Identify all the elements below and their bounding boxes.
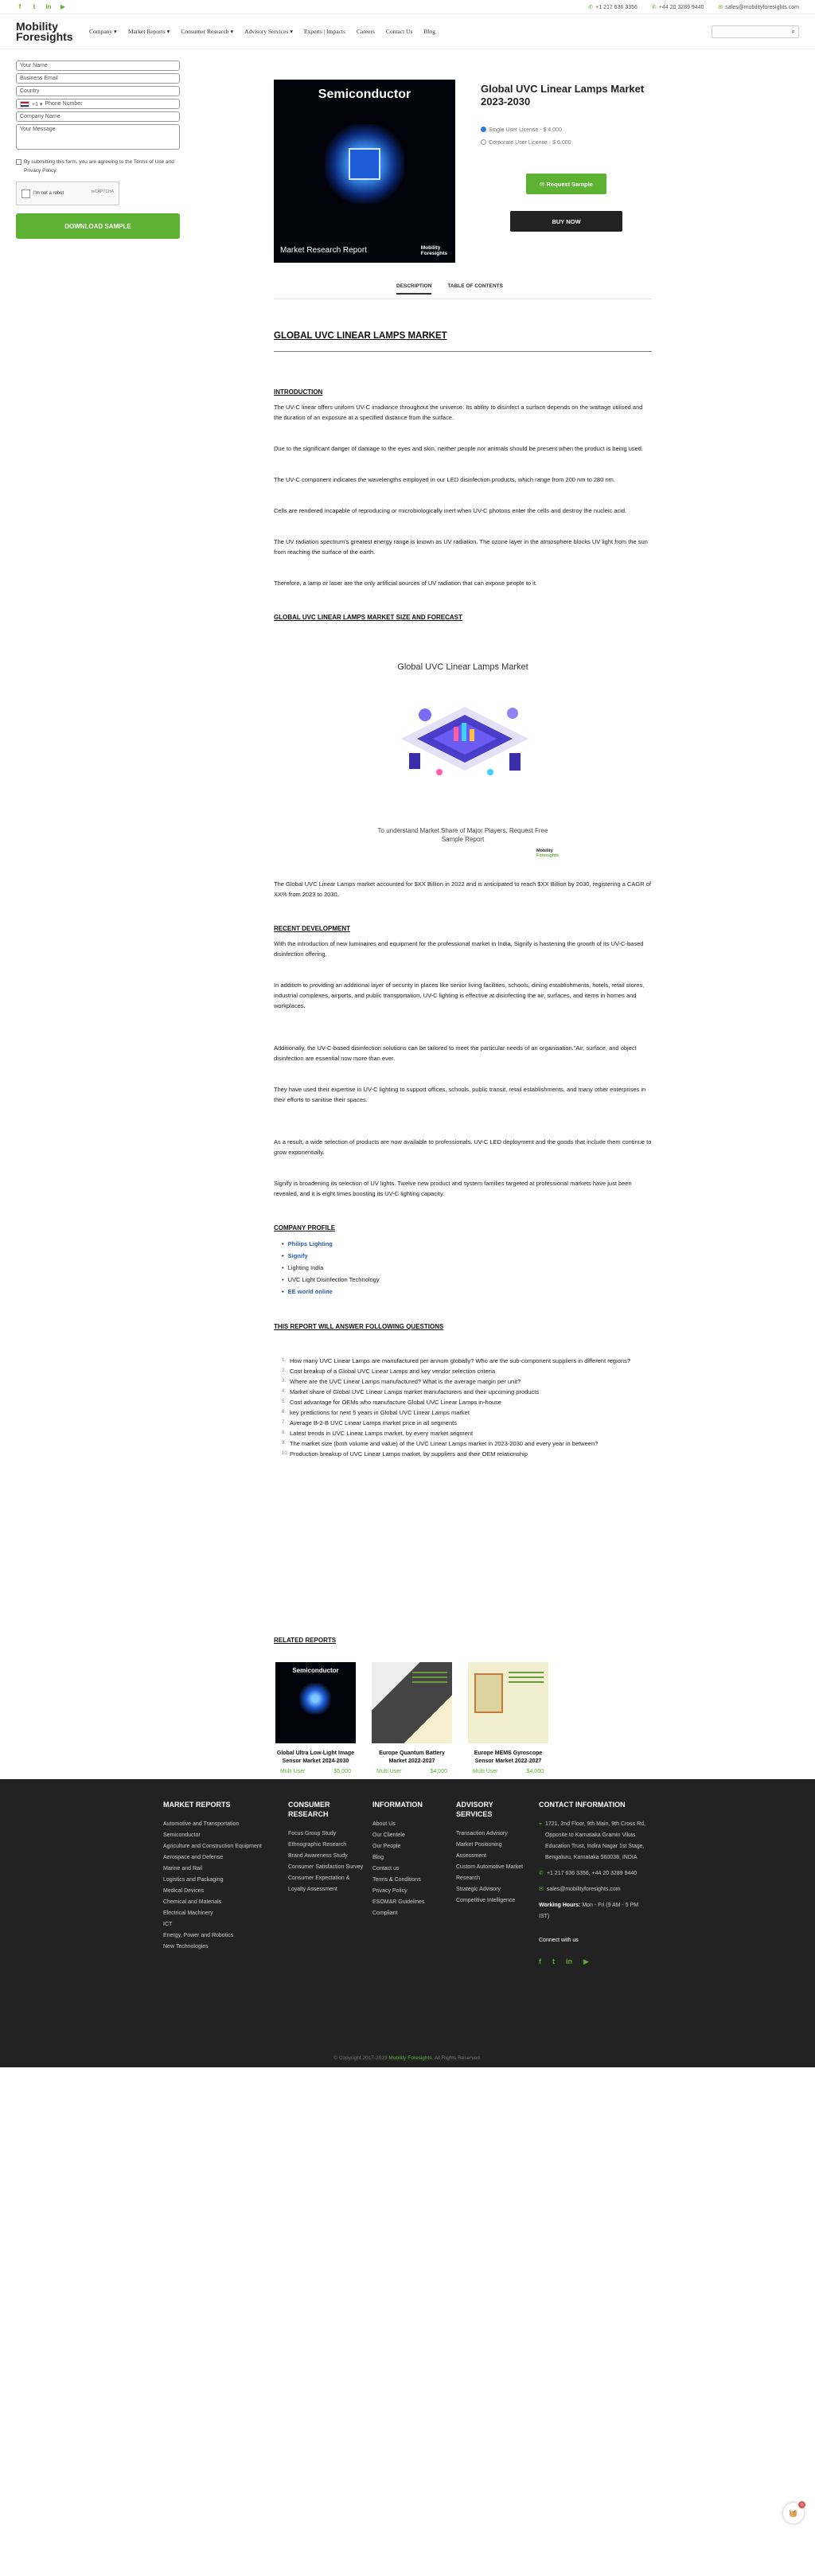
report-description: [274, 331, 652, 1459]
market-infographic: [274, 627, 652, 858]
company-link[interactable]: • Philips Lighting: [282, 1238, 652, 1250]
facebook-icon[interactable]: f: [18, 3, 21, 10]
hours-label: Working Hours:: [539, 1903, 581, 1908]
recaptcha-label: I'm not a robot: [33, 191, 64, 196]
related-report-cover[interactable]: [468, 1662, 548, 1743]
infographic-logo-line1: Mobility: [536, 849, 553, 853]
logo-line1: Mobility: [16, 19, 58, 33]
twitter-icon[interactable]: t: [33, 3, 36, 10]
company-list: [282, 1238, 652, 1298]
list-item: 4. Market share of Global UVC Linear Lamps market manufacturers and their upcoming products: [282, 1388, 540, 1395]
nav-careers[interactable]: Careers: [356, 28, 375, 35]
recaptcha-checkbox[interactable]: [21, 189, 30, 198]
cart-button[interactable]: [783, 2503, 804, 2523]
cover-logo: [421, 245, 447, 256]
email-link[interactable]: [718, 4, 799, 10]
footer-link[interactable]: Energy, Power and Robotics: [163, 1933, 234, 1938]
copyright: [0, 2055, 815, 2061]
license-single-label: Single User License - $ 4,000: [489, 127, 562, 133]
footer-hours: [539, 1900, 650, 1922]
development-paragraph: With the introduction of new luminaires and equipment for the professional market in India, Signify is hastening the growth of its UV-C-based disinfection offering.: [274, 940, 644, 958]
youtube-icon[interactable]: ▶: [60, 3, 66, 10]
report-cover-image: [274, 80, 455, 263]
phone-uk-link[interactable]: [652, 4, 704, 10]
article-title: GLOBAL UVC LINEAR LAMPS MARKET: [274, 331, 652, 352]
copyright-pre: © Copyright 2017-2023: [333, 2055, 388, 2061]
license-corporate-label: Corporate User License - $ 6,000: [489, 140, 571, 146]
footer-link[interactable]: Privacy Policy: [372, 1888, 408, 1894]
list-item: 1. How many UVC Linear Lamps are manufactured per annum globally? Who are the sub-component suppliers in different regions?: [282, 1357, 631, 1364]
nav-advisory-services[interactable]: Advisory Services ▾: [244, 28, 294, 35]
footer-link[interactable]: Consumer Expectation & Loyalty Assessment: [288, 1875, 350, 1892]
intro-paragraph: Therefore, a lamp or laser are the only artificial sources of UV radiation that can expose people to it.: [274, 580, 538, 587]
cover-text-lines: [509, 1672, 544, 1686]
intro-paragraph: The UV-C linear offers uniform UV-C irradiance throughout the universe. Its ability to disinfect a surface depends on the wattage utilised and the duration of an exposure at a specified distance from the surface.: [274, 404, 643, 421]
phone-uk: +44 20 3289 9440: [658, 4, 704, 10]
download-sample-button[interactable]: DOWNLOAD SAMPLE: [16, 213, 180, 239]
nav-company[interactable]: Company ▾: [89, 28, 117, 35]
copyright-brand[interactable]: Mobility Foresights: [388, 2055, 432, 2061]
recaptcha-brand: reCAPTCHA: [91, 189, 114, 194]
nav-contact-us[interactable]: Contact Us: [385, 28, 413, 35]
footer-link[interactable]: Consumer Satisfaction Survey: [288, 1864, 364, 1870]
chip-icon: [349, 148, 380, 180]
footer-link[interactable]: Transaction Advisory: [456, 1831, 508, 1836]
basket-icon: 🧺: [789, 2508, 798, 2517]
footer: [0, 1779, 815, 2067]
list-item: 3. Where are the UVC Linear Lamps manufactured? What is the average margin per unit?: [282, 1378, 521, 1385]
phone-icon: ✆: [651, 4, 657, 10]
phones-text: +1 217 636 3356, +44 20 3289 9440: [546, 1871, 638, 1876]
footer-link[interactable]: Automotive and Transportation: [163, 1821, 240, 1827]
phone-field[interactable]: [16, 99, 180, 109]
linkedin-icon[interactable]: in: [45, 3, 52, 10]
related-license: Multi User: [376, 1769, 402, 1774]
company-link[interactable]: • EE world online: [282, 1286, 652, 1298]
product-title: Global UVC Linear Lamps Market 2023-2030: [481, 83, 645, 107]
related-report-price-row: [275, 1769, 356, 1774]
top-contact: [588, 4, 799, 10]
related-report-card[interactable]: [275, 1662, 356, 1774]
intro-paragraph: Cells are rendered incapable of reproducing or microbiologically inert when UV-C photons enter the cells and destroy the nucleic acid.: [274, 507, 627, 514]
footer-link[interactable]: Semiconductor: [163, 1832, 201, 1838]
footer-link[interactable]: Logistics and Packaging: [163, 1877, 224, 1883]
site-logo[interactable]: [16, 21, 80, 42]
footer-advisory-services: [456, 1800, 528, 1907]
cover-text-lines: [412, 1672, 447, 1686]
footer-consumer-research: [288, 1800, 364, 1895]
footer-information: [372, 1800, 448, 1919]
questions-list: [282, 1356, 652, 1459]
email-field[interactable]: Business Email: [16, 73, 180, 84]
mail-icon: ✉: [539, 1887, 544, 1892]
main-nav: [89, 28, 435, 35]
message-field[interactable]: Your Message: [16, 124, 180, 150]
footer-phones[interactable]: [539, 1868, 650, 1879]
list-item: 6. key predictions for next 5 years in Global UVC Linear Lamps market: [282, 1409, 470, 1416]
infographic-caption: [274, 826, 652, 844]
market-size-text: The Global UVC Linear Lamps market accounted for $XX Billion in 2022 and is anticipated to reach $XX Billion by 2030, registering a CAGR of XX% from 2023 to 2030.: [274, 880, 652, 898]
cover-title: Semiconductor: [318, 88, 411, 101]
phone-us: +1 217 636 3356: [595, 4, 638, 10]
tab-description[interactable]: DESCRIPTION: [396, 283, 431, 295]
company-field[interactable]: Company Name: [16, 111, 180, 122]
tab-table-of-contents[interactable]: TABLE OF CONTENTS: [447, 283, 503, 289]
mail-icon: ✉: [718, 4, 723, 10]
cover-logo-line2: Foresights: [420, 251, 447, 256]
development-paragraph: They have used their expertise in UV-C lighting to support offices, schools, public transit, retail establishments, and many other enterprises in their efforts to sanitise their spaces.: [274, 1086, 646, 1103]
company-item: • Lighting India: [282, 1262, 652, 1274]
country-field[interactable]: Country: [16, 86, 180, 96]
list-item: 9. The market size (both volume and value) of the UVC Linear Lamps market in 2023-2030 and every year in between?: [282, 1440, 599, 1447]
footer-socials: [539, 1957, 650, 1966]
logo-line2: Foresights: [16, 29, 73, 43]
search-input[interactable]: [712, 25, 799, 38]
cover-logo-line1: Mobility: [420, 245, 441, 251]
isometric-illustration: [393, 683, 536, 794]
request-sample-button[interactable]: ✉ Request Sample: [526, 174, 606, 194]
related-report-cover[interactable]: [372, 1662, 452, 1743]
intro-paragraph: The UV radiation spectrum's greatest energy range is known as UV radiation. The ozone layer in the atmosphere blocks UV light from the sun from reaching the surface of the earth.: [274, 538, 648, 556]
related-price: $4,000: [526, 1769, 544, 1774]
list-item: 5. Cost advantage for OEMs who manufacture Global UVC Linear Lamps in-house: [282, 1399, 501, 1406]
footer-link[interactable]: About Us: [372, 1821, 396, 1827]
footer-link[interactable]: Electrical Machinery: [163, 1911, 213, 1916]
list-item: 8. Latest trends in UVC Linear Lamps market, by every market segment: [282, 1430, 474, 1437]
footer-link[interactable]: Contact us: [372, 1866, 400, 1872]
email: sales@mobilityforesights.com: [725, 4, 799, 10]
intro-heading: INTRODUCTION: [274, 388, 323, 396]
location-icon: ⌖: [539, 1821, 542, 1827]
caption-line1: To understand Market Share of Major Players, Request Free: [377, 827, 548, 834]
license-single[interactable]: [481, 124, 571, 137]
phone-icon: ✆: [588, 4, 594, 10]
footer-link[interactable]: New Technologies: [163, 1944, 209, 1950]
related-price: $5,000: [333, 1769, 351, 1774]
search-icon[interactable]: ⌕: [791, 27, 795, 35]
recent-development-heading: RECENT DEVELOPMENT: [274, 925, 351, 932]
footer-heading: ADVISORY SERVICES: [456, 1801, 493, 1818]
nav-consumer-research[interactable]: Consumer Research ▾: [181, 28, 234, 35]
related-report-card[interactable]: [468, 1662, 548, 1774]
address-text: 1721, 2nd Floor, 9th Main, 9th Cross Rd, Opposite to Karnataka Gramin Vikas Education Trust, Indira Nagar 1st Stage, Bengaluru, Karnataka 560038, INDIA: [544, 1821, 646, 1860]
radio-selected[interactable]: [481, 127, 486, 132]
related-report-name[interactable]: Global Ultra Low-Light Image Sensor Market 2024-2030: [276, 1751, 355, 1764]
infographic-title: Global UVC Linear Lamps Market: [397, 662, 528, 672]
content-tabs: [396, 283, 503, 295]
related-price: $4,000: [430, 1769, 447, 1774]
related-report-cover[interactable]: [275, 1662, 356, 1743]
phone-code-select[interactable]: +1 ▾: [32, 101, 43, 107]
phone-icon: ✆: [539, 1871, 544, 1876]
footer-heading: CONSUMER RESEARCH: [288, 1801, 330, 1818]
footer-link[interactable]: Marine and Rail: [163, 1866, 203, 1872]
footer-market-reports: [163, 1800, 267, 1953]
related-report-price-row: [372, 1769, 452, 1774]
related-report-card[interactable]: [372, 1662, 452, 1774]
footer-address: [539, 1819, 650, 1864]
footer-link[interactable]: ICT: [163, 1922, 173, 1927]
related-reports: [275, 1662, 548, 1774]
footer-heading: MARKET REPORTS: [163, 1801, 231, 1809]
cover-subtitle: Market Research Report: [280, 246, 367, 255]
footer-heading: INFORMATION: [372, 1801, 423, 1809]
related-license: Multi User: [280, 1769, 306, 1774]
footer-link[interactable]: Strategic Advisory: [456, 1887, 501, 1892]
caption-line2: Sample Report: [441, 836, 485, 843]
related-report-name[interactable]: Europe Quantum Battery Market 2022-2027: [379, 1751, 445, 1764]
us-flag-icon[interactable]: [20, 101, 29, 107]
footer-heading: CONTACT INFORMATION: [539, 1801, 626, 1809]
intro-paragraph: The UV-C component indicates the wavelengths employed in our LED disinfection products, which range from 200 nm to 280 nm.: [274, 476, 615, 483]
youtube-icon[interactable]: ▶: [583, 1957, 589, 1965]
consent-row: [16, 158, 180, 175]
list-item: 7. Average B-2-B UVC Linear Lamps market price in all segments: [282, 1419, 457, 1427]
footer-link[interactable]: Focus Group Study: [288, 1831, 337, 1836]
footer-contact: [539, 1800, 650, 1966]
top-bar: [0, 0, 815, 14]
connect-label: Connect with us: [539, 1938, 579, 1943]
company-item: • UVC Light Disinfection Technology: [282, 1274, 652, 1286]
email-text: sales@mobilityforesights.com: [546, 1887, 621, 1892]
recaptcha: [16, 181, 119, 205]
footer-link[interactable]: Agriculture and Construction Equipment: [163, 1844, 262, 1849]
name-field[interactable]: Your Name: [16, 60, 180, 71]
footer-link[interactable]: Ethnographic Research: [288, 1842, 347, 1848]
footer-link[interactable]: Competitive Intelligence: [456, 1898, 516, 1903]
linkedin-icon[interactable]: in: [566, 1957, 572, 1965]
list-item: 2. Cost breakup of a Global UVC Linear Lamps and key vendor selection criteria: [282, 1368, 496, 1375]
infographic-logo-line2: Foresights: [536, 853, 560, 858]
consent-checkbox[interactable]: [16, 159, 21, 165]
development-paragraph: Additionally, the UV-C-based disinfection solutions can be tailored to meet the particular needs of an organisation."Air, surface, and object disinfection are essential now more than ever.: [274, 1044, 637, 1062]
facebook-icon[interactable]: f: [539, 1957, 541, 1965]
development-paragraph: Signify is broadening its selection of UV lights. Twelve new product and system families targeted at professional markets have just been revealed, and it is eight times boosting its UV-C lighting capacity.: [274, 1180, 632, 1197]
header: [0, 14, 815, 49]
footer-link[interactable]: Our People: [372, 1844, 401, 1849]
nav-blog[interactable]: Blog: [423, 28, 435, 35]
infographic-logo: [536, 849, 559, 858]
gyroscope-icon: [474, 1673, 503, 1713]
hours-text: Mon - Fri (9 AM - 5 PM IST): [539, 1903, 639, 1919]
footer-link[interactable]: Medical Devices: [163, 1888, 204, 1894]
license-options: [481, 124, 571, 150]
footer-link[interactable]: Our Clientele: [372, 1832, 405, 1838]
license-corporate[interactable]: [481, 137, 571, 150]
footer-link[interactable]: Brand Awareness Study: [288, 1853, 348, 1859]
related-reports-heading: RELATED REPORTS: [274, 1637, 337, 1644]
related-report-price-row: [468, 1769, 548, 1774]
phone-us-link[interactable]: [588, 4, 638, 10]
company-profile-heading: COMPANY PROFILE: [274, 1224, 336, 1231]
consent-text: By submitting this form, you are agreeing to the Terms of Use and Privacy Policy.: [24, 159, 174, 174]
footer-link[interactable]: Market Positioning Assessment: [456, 1842, 502, 1859]
footer-link[interactable]: Blog: [372, 1855, 384, 1860]
social-links: [16, 3, 67, 11]
footer-email[interactable]: [539, 1884, 650, 1895]
sample-request-form: [16, 60, 180, 239]
related-cover-title: Semiconductor: [292, 1667, 339, 1674]
phone-placeholder: Phone Number: [45, 101, 83, 107]
footer-link[interactable]: Custom Automotive Market Research: [456, 1864, 524, 1881]
footer-link[interactable]: Chemical and Materials: [163, 1899, 222, 1905]
footer-link[interactable]: ESOMAR Guidelines Compliant: [372, 1899, 425, 1916]
buy-now-button[interactable]: BUY NOW: [510, 211, 622, 232]
list-item: 10. Production breakup of UVC Linear Lamps market, by suppliers and their OEM relationship: [282, 1450, 528, 1458]
intro-paragraph: Due to the significant danger of damage to the eyes and skin, neither people nor animals should be present when the product is being used.: [274, 445, 644, 452]
questions-heading: THIS REPORT WILL ANSWER FOLLOWING QUESTIONS: [274, 1323, 444, 1330]
copyright-post: . All Rights Reserved.: [431, 2055, 482, 2061]
size-heading: GLOBAL UVC LINEAR LAMPS MARKET SIZE AND FORECAST: [274, 614, 462, 621]
development-paragraph: As a result, a wide selection of products are now available to professionals. UV-C LED deployment and the goods that include them continue to grow exponentially.: [274, 1138, 652, 1156]
radio-unselected[interactable]: [481, 139, 486, 145]
nav-market-reports[interactable]: Market Reports ▾: [127, 28, 170, 35]
company-link[interactable]: • Signify: [282, 1250, 652, 1262]
development-paragraph: In addition to providing an additional layer of security in places like senior living facilities, schools, dining establishments, hotels, retail stores, industrial complexes, airports, and public transportation, UV-C lighting is effective at disinfecting the air, surfaces, and items in homes and workplaces.: [274, 982, 645, 1009]
cart-count-badge: 0: [798, 2501, 805, 2508]
footer-link[interactable]: Aerospace and Defense: [163, 1855, 224, 1860]
footer-link[interactable]: Terms & Conditions: [372, 1877, 421, 1883]
twitter-icon[interactable]: t: [552, 1957, 555, 1965]
nav-experts-impacts[interactable]: Experts | Impacts: [304, 28, 345, 35]
chip-icon: [299, 1683, 331, 1715]
related-license: Multi User: [473, 1769, 498, 1774]
related-report-name[interactable]: Europe MEMS Gyroscope Sensor Market 2022-2027: [474, 1751, 543, 1764]
